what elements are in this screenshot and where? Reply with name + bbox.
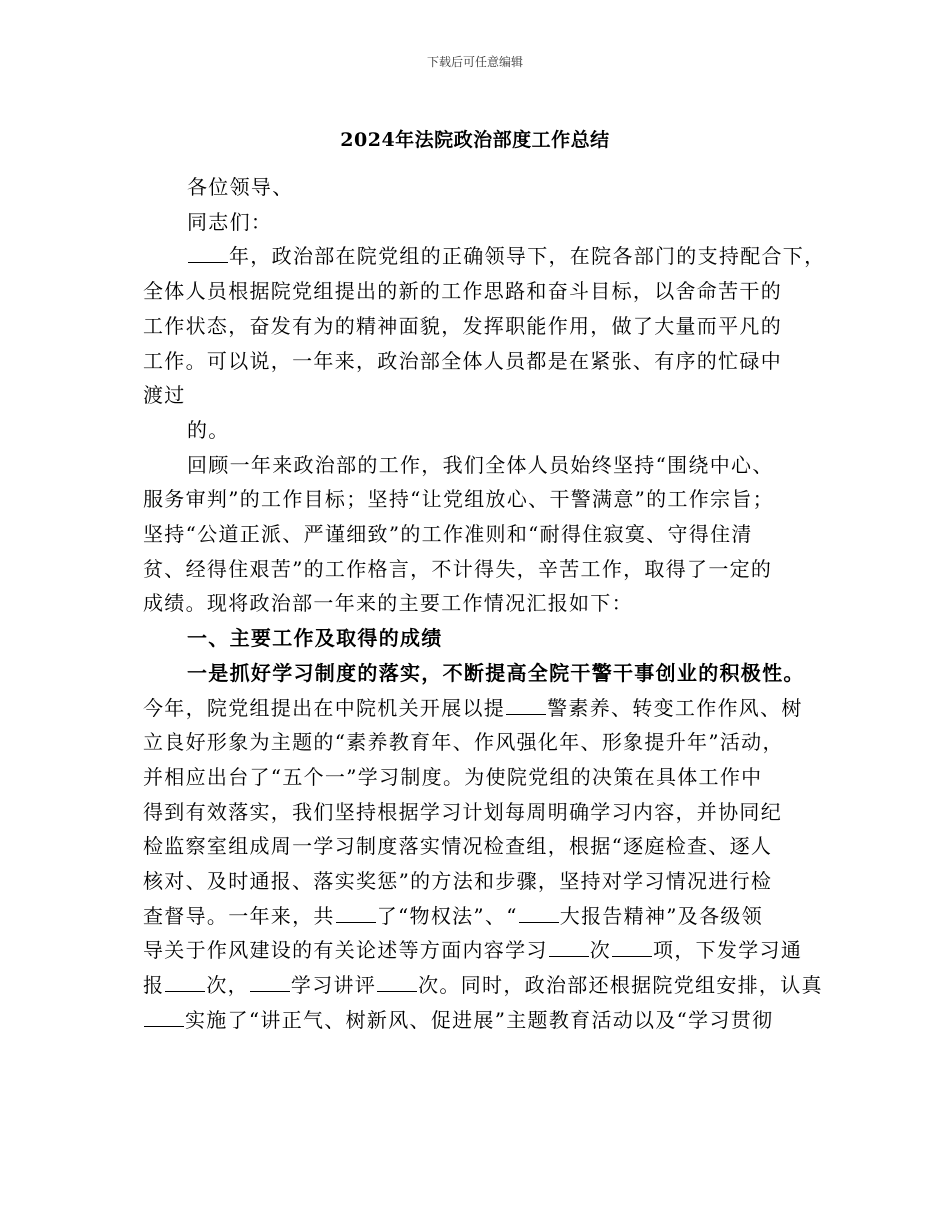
fill-in-blank — [250, 969, 290, 992]
fill-in-blank — [549, 934, 589, 957]
fill-in-blank — [144, 1004, 184, 1027]
paragraph-line: 成绩。现将政治部一年来的主要工作情况汇报如下： — [143, 591, 633, 616]
paragraph-line: 得到有效落实，我们坚持根据学习计划每周明确学习内容，并协同纪 — [143, 799, 782, 824]
fill-in-blank — [506, 692, 546, 715]
paragraph-line: 坚持“公道正派、严谨细致”的工作准则和“耐得住寂寞、守得住清 — [143, 522, 753, 547]
paragraph-line: 回顾一年来政治部的工作，我们全体人员始终坚持“围绕中心、 — [187, 452, 774, 477]
salutation-line: 同志们： — [187, 209, 273, 234]
paragraph-line: 今年，院党组提出在中院机关开展以提 警素养、转变工作作风、树 — [143, 691, 828, 726]
paragraph-line: 核对、及时通报、落实奖惩”的方法和步骤，坚持对学习情况进行检 — [143, 869, 773, 894]
paragraph-line: 检监察室组成周一学习制度落实情况检查组，根据“逐庭检查、逐人 — [143, 834, 773, 859]
page-header-note: 下载后可任意编辑 — [426, 55, 523, 69]
paragraph-line: 年，政治部在院党组的正确领导下，在院各部门的支持配合下， — [143, 239, 828, 274]
paragraph-line: 的。 — [187, 417, 230, 442]
fill-in-blank — [519, 900, 559, 923]
salutation-line: 各位领导、 — [187, 175, 294, 199]
fill-in-blank — [188, 240, 228, 263]
document-body — [143, 170, 828, 1038]
subsection-heading: 一是抓好学习制度的落实，不断提高全院干警干事创业的积极性。 — [187, 660, 805, 685]
paragraph-line: 全体人员根据院党组提出的新的工作思路和奋斗目标，以舍命苦干的 — [143, 279, 782, 304]
paragraph-line: 实施了“讲正气、树新风、促进展”主题教育活动以及“学习贯彻 — [143, 1003, 828, 1038]
section-heading: 一、主要工作及取得的成绩 — [187, 626, 443, 651]
fill-in-blank — [336, 900, 376, 923]
paragraph-line: 并相应出台了“五个一”学习制度。为使院党组的决策在具体工作中 — [143, 764, 763, 789]
paragraph-line: 立良好形象为主题的“素养教育年、作风强化年、形象提升年”活动， — [143, 730, 784, 755]
paragraph-line: 服务审判”的工作目标；坚持“让党组放心、干警满意”的工作宗旨； — [143, 487, 774, 512]
paragraph-line: 导关于作风建设的有关论述等方面内容学习 次 项，下发学习通 — [143, 933, 828, 968]
paragraph-line: 工作。可以说，一年来，政治部全体人员都是在紧张、有序的忙碌中 — [143, 348, 782, 373]
fill-in-blank — [377, 969, 417, 992]
paragraph-line: 报 次， 学习讲评 次。同时，政治部还根据院党组安排，认真 — [143, 968, 828, 1003]
fill-in-blank — [612, 934, 652, 957]
paragraph-line: 渡过 — [143, 383, 186, 408]
paragraph-line: 查督导。一年来，共 了“物权法”、“ 大报告精神”及各级领 — [143, 899, 828, 934]
paragraph-line: 工作状态，奋发有为的精神面貌，发挥职能作用，做了大量而平凡的 — [143, 313, 782, 338]
document-title: 2024年法院政治部度工作总结 — [340, 129, 610, 151]
fill-in-blank — [165, 969, 205, 992]
paragraph-line: 贫、经得住艰苦”的工作格言，不计得失，辛苦工作，取得了一定的 — [143, 556, 773, 581]
